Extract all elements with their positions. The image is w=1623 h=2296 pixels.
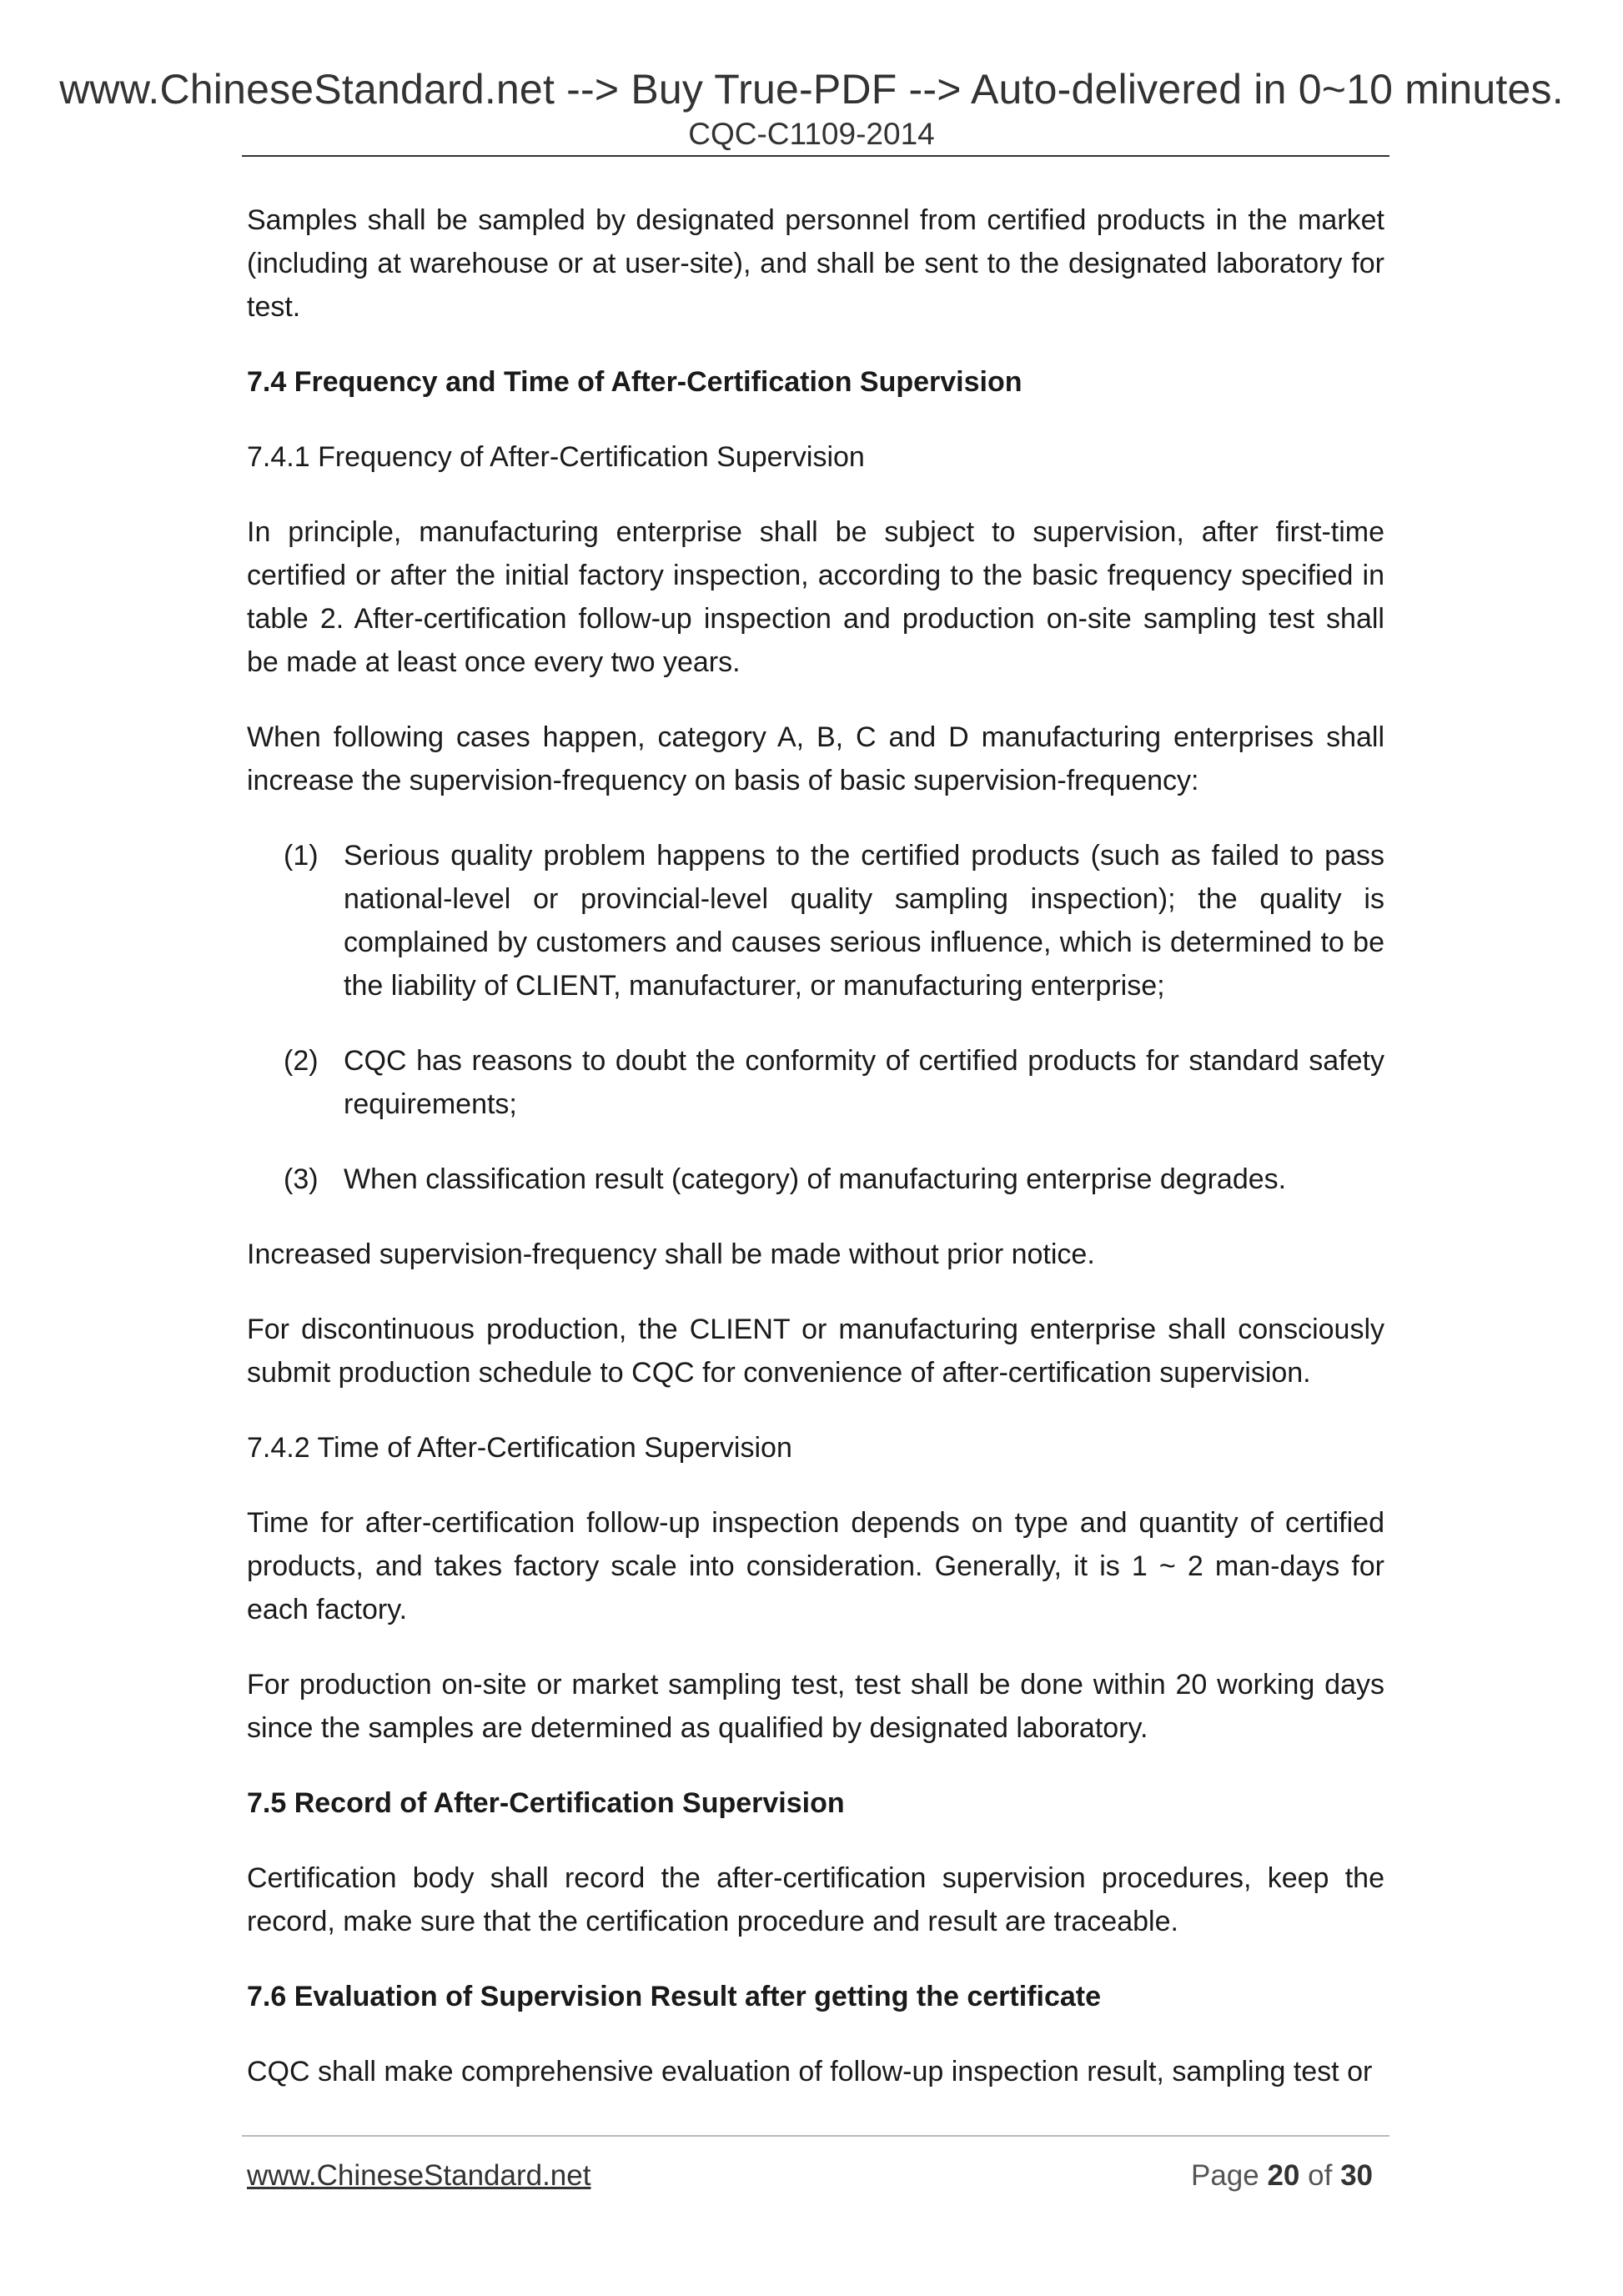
list-text: When classification result (category) of manufacturing enterprise degrades. <box>344 1163 1287 1195</box>
page-of-label: of <box>1308 2159 1333 2192</box>
list-text: Serious quality problem happens to the certified products (such as failed to pass national-level or provincial-level quality sampling inspection); the quality is complained by customers and causes serious influence, which is determined to be the liability of CLIENT, manufacturer, or manufacturing enterprise; <box>344 840 1384 1002</box>
list-number: (3) <box>284 1163 319 1195</box>
footer-divider <box>242 2135 1389 2137</box>
header-banner: www.ChineseStandard.net --> Buy True-PDF --> Auto-delivered in 0~10 minutes. <box>59 66 1564 113</box>
footer-website-link[interactable]: www.ChineseStandard.net <box>247 2159 591 2192</box>
paragraph: Samples shall be sampled by designated personnel from certified products in the market (including at warehouse or at user-site), and shall be sent to the designated laboratory for test. <box>247 204 1384 323</box>
subsection-heading-7-4-2: 7.4.2 Time of After-Certification Supervision <box>247 1432 792 1464</box>
list-number: (2) <box>284 1045 319 1077</box>
header-divider <box>242 155 1389 157</box>
page-content <box>247 198 1384 2125</box>
list-item <box>247 834 1384 1007</box>
paragraph: For production on-site or market sampling test, test shall be done within 20 working days since the samples are determined as qualified by designated laboratory. <box>247 1669 1384 1744</box>
paragraph: Time for after-certification follow-up inspection depends on type and quantity of certified products, and takes factory scale into consideration. Generally, it is 1 ~ 2 man-days for each factory. <box>247 1507 1384 1625</box>
paragraph: When following cases happen, category A, B, C and D manufacturing enterprises shall increase the supervision-frequency on basis of basic supervision-frequency: <box>247 721 1384 796</box>
paragraph: Certification body shall record the after-certification supervision procedures, keep the record, make sure that the certification procedure and result are traceable. <box>247 1862 1384 1937</box>
page-number <box>1191 2159 1373 2193</box>
subsection-heading-7-4-1: 7.4.1 Frequency of After-Certification Supervision <box>247 441 865 473</box>
paragraph: For discontinuous production, the CLIENT or manufacturing enterprise shall consciously submit production schedule to CQC for convenience of after-certification supervision. <box>247 1314 1384 1389</box>
paragraph: In principle, manufacturing enterprise shall be subject to supervision, after first-time certified or after the initial factory inspection, according to the basic frequency specified in table 2. After-certification follow-up inspection and production on-site sampling test shall be made at least once every two years. <box>247 516 1384 678</box>
section-heading-7-5: 7.5 Record of After-Certification Supervision <box>247 1787 845 1819</box>
document-id: CQC-C1109-2014 <box>688 117 935 151</box>
list-item <box>247 1158 1384 1201</box>
section-heading-7-6: 7.6 Evaluation of Supervision Result after getting the certificate <box>247 1981 1102 2012</box>
page-label: Page <box>1190 2159 1259 2192</box>
total-pages: 30 <box>1340 2159 1373 2192</box>
list-text: CQC has reasons to doubt the conformity of certified products for standard safety requirements; <box>344 1045 1384 1120</box>
current-page: 20 <box>1267 2159 1300 2192</box>
list-item <box>247 1039 1384 1126</box>
section-heading-7-4: 7.4 Frequency and Time of After-Certification Supervision <box>247 366 1023 398</box>
paragraph: Increased supervision-frequency shall be made without prior notice. <box>247 1238 1095 1270</box>
paragraph: CQC shall make comprehensive evaluation of follow-up inspection result, sampling test or <box>247 2056 1373 2088</box>
list-number: (1) <box>284 840 319 872</box>
